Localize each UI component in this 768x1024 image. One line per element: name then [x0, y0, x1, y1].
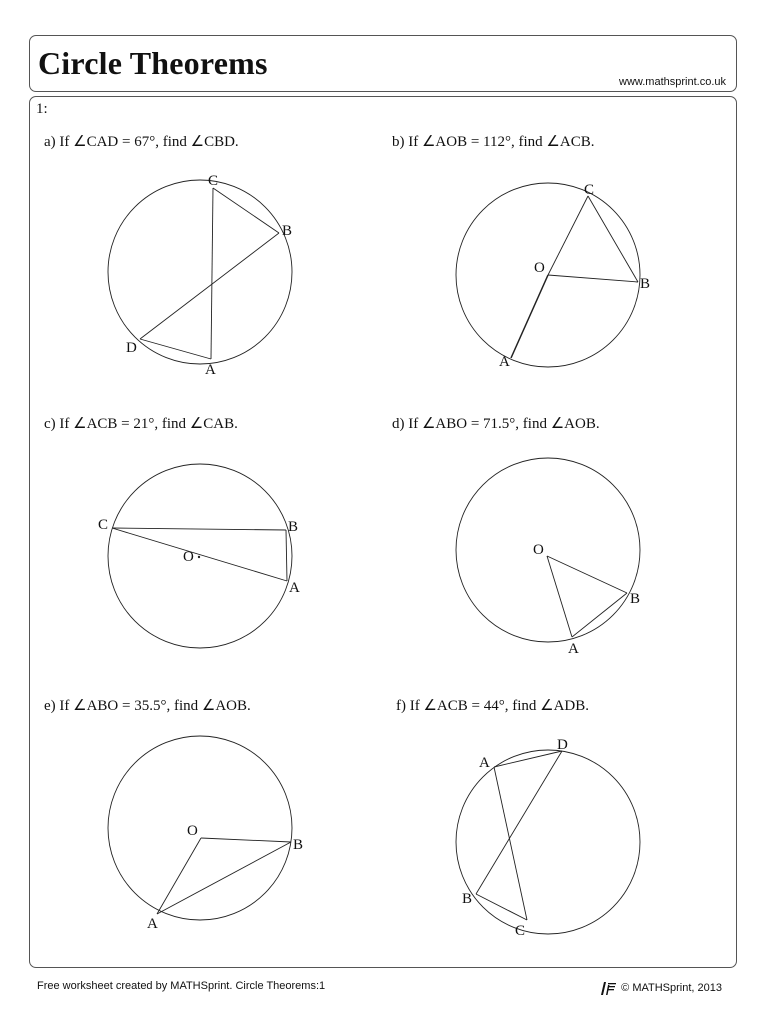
- footer-copyright: [597, 980, 722, 996]
- question-a-text: a) If ∠CAD = 67°, find ∠CBD.: [44, 134, 239, 150]
- label-c-O: O: [183, 549, 194, 565]
- label-b-A: A: [499, 354, 510, 370]
- label-e-A: A: [147, 916, 158, 932]
- question-e-text: e) If ∠ABO = 35.5°, find ∠AOB.: [44, 698, 251, 714]
- label-b-C: C: [584, 182, 595, 198]
- label-c-A: A: [289, 580, 300, 596]
- label-d-A: A: [568, 641, 579, 657]
- label-e-B: B: [293, 837, 304, 853]
- label-a-D: D: [126, 340, 137, 356]
- page-title: Circle Theorems: [38, 45, 268, 81]
- chord-db: [476, 751, 562, 894]
- circle-f: [456, 750, 640, 934]
- label-c-B: B: [288, 519, 299, 535]
- footer-copyright-text: © MATHSprint, 2013: [621, 982, 722, 994]
- chord-bc: [476, 894, 527, 920]
- website-url[interactable]: www.mathsprint.co.uk: [619, 76, 726, 88]
- label-f-C: C: [515, 923, 526, 939]
- mathsprint-logo-icon: [597, 980, 617, 996]
- question-f-text: f) If ∠ACB = 44°, find ∠ADB.: [396, 698, 590, 714]
- label-f-D: D: [557, 737, 568, 753]
- question-c-text: c) If ∠ACB = 21°, find ∠CAB.: [44, 416, 238, 432]
- label-f-B: B: [462, 891, 473, 907]
- label-a-C: C: [208, 173, 219, 189]
- label-a-A: A: [205, 362, 216, 378]
- question-b-text: b) If ∠AOB = 112°, find ∠ACB.: [392, 134, 595, 150]
- label-e-O: O: [187, 823, 198, 839]
- label-a-B: B: [282, 223, 293, 239]
- label-b-O: O: [534, 260, 545, 276]
- label-b-B: B: [640, 276, 651, 292]
- chord-ac: [494, 767, 527, 920]
- footer-credit: Free worksheet created by MATHSprint. Circle Theorems:1: [37, 980, 326, 992]
- chord-ad: [494, 751, 562, 767]
- label-d-O: O: [533, 542, 544, 558]
- label-c-C: C: [98, 517, 109, 533]
- label-d-B: B: [630, 591, 641, 607]
- question-d-text: d) If ∠ABO = 71.5°, find ∠AOB.: [392, 416, 600, 432]
- label-f-A: A: [479, 755, 490, 771]
- question-number: 1:: [36, 101, 48, 117]
